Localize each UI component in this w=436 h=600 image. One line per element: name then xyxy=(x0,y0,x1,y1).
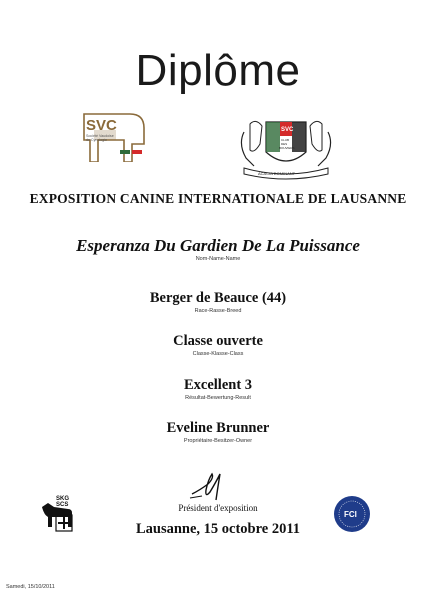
result-caption: Résultat-Bewertung-Result xyxy=(185,395,251,401)
club-emblem-line3: BOUVIERS xyxy=(279,146,295,150)
president-label: Président d'exposition xyxy=(178,503,258,513)
club-emblem-wordmark: SVC xyxy=(281,127,294,133)
class-value: Classe ouverte xyxy=(173,333,263,349)
fci-wordmark: FCI xyxy=(344,510,357,519)
owner-caption: Propriétaire-Besitzer-Owner xyxy=(183,438,253,444)
svc-logo-left xyxy=(78,110,152,162)
print-timestamp: Samedi, 15/10/2011 xyxy=(6,584,55,590)
fci-seal xyxy=(333,495,371,533)
class-caption: Classe-Klasse-Class xyxy=(192,351,244,357)
dog-name-caption: Nom-Name-Name xyxy=(195,256,241,262)
event-name: EXPOSITION CANINE INTERNATIONALE DE LAUSANNE xyxy=(29,191,407,206)
president-signature xyxy=(188,470,228,502)
svc-left-line2: de Cynologie xyxy=(86,138,107,142)
place-date: Lausanne, 15 octobre 2011 xyxy=(135,521,301,537)
diploma-title: Diplôme xyxy=(135,46,301,95)
svc-left-line1: Société Vaudoise xyxy=(86,134,114,138)
breed-caption: Race-Rasse-Breed xyxy=(194,308,242,314)
club-emblem-banner: ACACIA DOMINANT xyxy=(258,171,296,176)
owner-value: Eveline Brunner xyxy=(166,420,270,436)
club-emblem-right xyxy=(236,114,336,180)
result-value: Excellent 3 xyxy=(183,377,253,393)
svc-left-wordmark: SVC xyxy=(86,117,117,134)
breed-value: Berger de Beauce (44) xyxy=(149,290,287,306)
dog-name: Esperanza Du Gardien De La Puissance xyxy=(76,236,360,255)
skg-line1: SKG xyxy=(56,496,70,502)
skg-line2: SCS xyxy=(56,502,69,508)
club-emblem-line2: DES xyxy=(281,142,288,146)
club-emblem-line1: CLUB xyxy=(281,138,290,142)
